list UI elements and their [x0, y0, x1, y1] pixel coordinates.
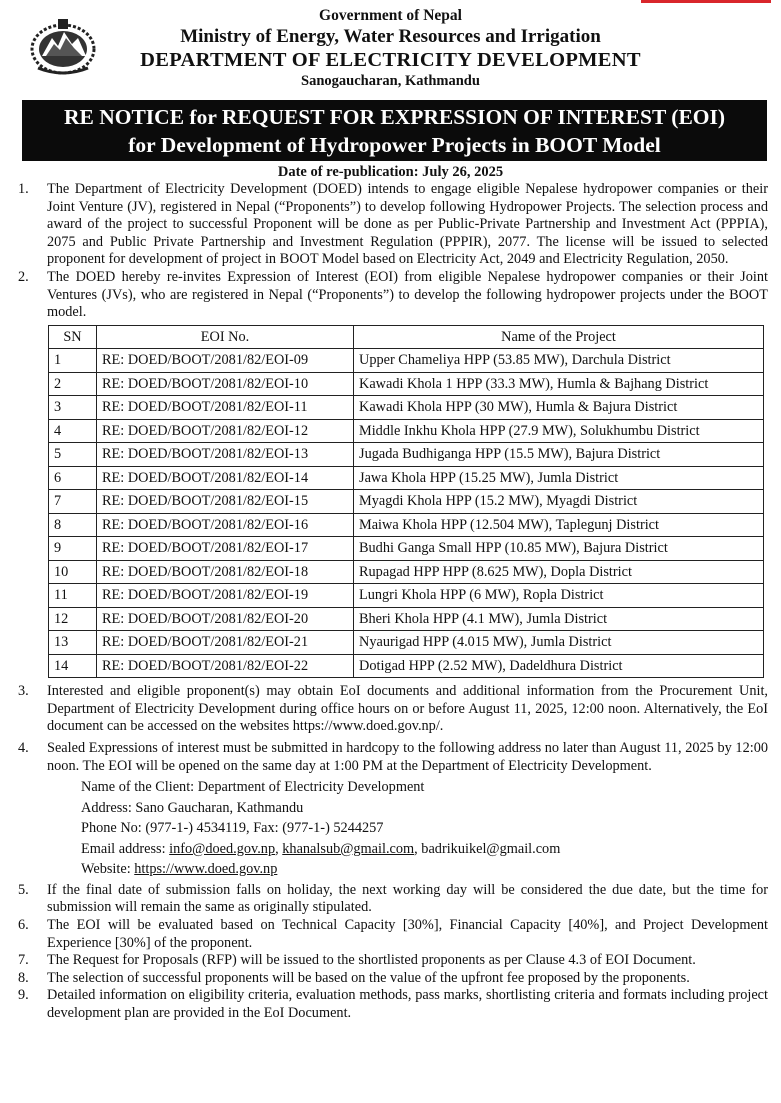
cell-sn: 12 [49, 607, 97, 631]
cell-project-name: Upper Chameliya HPP (53.85 MW), Darchula District [354, 349, 764, 373]
email-separator: , [275, 840, 283, 857]
paragraph-number: 2. [18, 268, 29, 285]
cell-eoi-no: RE: DOED/BOOT/2081/82/EOI-16 [97, 513, 354, 537]
cell-eoi-no: RE: DOED/BOOT/2081/82/EOI-09 [97, 349, 354, 373]
paragraph-text: The selection of successful proponents will be based on the value of the upfront fee proposed by the proponents. [47, 969, 690, 986]
table-row [49, 513, 764, 537]
email-badrikuikel: , badrikuikel@gmail.com [414, 840, 561, 857]
cell-sn: 9 [49, 537, 97, 561]
cell-project-name: Nyaurigad HPP (4.015 MW), Jumla District [354, 631, 764, 655]
client-address: Address: Sano Gaucharan, Kathmandu [81, 799, 304, 816]
website-link[interactable]: https://www.doed.gov.np [134, 861, 278, 878]
department-title: DEPARTMENT OF ELECTRICITY DEVELOPMENT [140, 49, 641, 71]
paragraph-text: If the final date of submission falls on holiday, the next working day will be considered the due date, but the time for submission will remain the same as originally stipulated. [47, 881, 768, 916]
cell-project-name: Bheri Khola HPP (4.1 MW), Jumla District [354, 607, 764, 631]
paragraph-6 [0, 917, 781, 952]
cell-eoi-no: RE: DOED/BOOT/2081/82/EOI-21 [97, 631, 354, 655]
website-label: Website: [81, 861, 135, 878]
cell-eoi-no: RE: DOED/BOOT/2081/82/EOI-11 [97, 396, 354, 420]
cell-project-name: Middle Inkhu Khola HPP (27.9 MW), Solukhumbu District [354, 419, 764, 443]
cell-eoi-no: RE: DOED/BOOT/2081/82/EOI-12 [97, 419, 354, 443]
table-row [49, 396, 764, 420]
paragraph-4 [0, 740, 781, 775]
paragraph-number: 8. [18, 969, 29, 986]
table-header-row [49, 325, 764, 349]
paragraph-5 [0, 882, 781, 917]
cell-project-name: Budhi Ganga Small HPP (10.85 MW), Bajura District [354, 537, 764, 561]
paragraph-number: 5. [18, 881, 29, 898]
cell-sn: 1 [49, 349, 97, 373]
paragraph-text: The Department of Electricity Development (DOED) intends to engage eligible Nepalese hydropower companies or their Joint Venture (JV), registered in Nepal (“Proponents”) to develop following Hydropower Projects. The selection process and award of the project to successful Proponent will be done as per Public-Private Partnership and Investment Act (PPPIA), 2075 and Public Private Partnership and Investment Regulation (PPPIR), 2077. The license will be issued to selected proponent for development of project in BOOT Model based on Electricity Act, 2049 and Electricity Regulation, 2050. [47, 181, 768, 268]
paragraph-3 [0, 683, 781, 736]
cell-sn: 3 [49, 396, 97, 420]
paragraph-number: 6. [18, 916, 29, 933]
paragraph-7 [0, 952, 781, 970]
cell-project-name: Kawadi Khola HPP (30 MW), Humla & Bajura District [354, 396, 764, 420]
email-link-khanalsub[interactable]: khanalsub@gmail.com [282, 840, 415, 857]
notice-banner [22, 100, 767, 161]
client-name: Name of the Client: Department of Electricity Development [81, 779, 425, 796]
cell-project-name: Jugada Budhiganga HPP (15.5 MW), Bajura District [354, 443, 764, 467]
paragraph-number: 7. [18, 952, 29, 969]
eoi-table [48, 325, 764, 679]
department-location: Sanogaucharan, Kathmandu [301, 73, 480, 89]
paragraph-text: Interested and eligible proponent(s) may obtain EoI documents and additional information from the Procurement Unit, Department of Electricity Development during office hours on or before August 11, 2025, 12:00 noon. Alternatively, the EoI document can be accessed on the websites https://www.doed.gov.np/. [47, 683, 768, 735]
cell-eoi-no: RE: DOED/BOOT/2081/82/EOI-17 [97, 537, 354, 561]
cell-eoi-no: RE: DOED/BOOT/2081/82/EOI-19 [97, 584, 354, 608]
table-row [49, 443, 764, 467]
cell-project-name: Dotigad HPP (2.52 MW), Dadeldhura District [354, 654, 764, 678]
paragraph-text: The Request for Proposals (RFP) will be issued to the shortlisted proponents as per Clause 4.3 of EOI Document. [47, 952, 696, 969]
table-row [49, 537, 764, 561]
table-row [49, 490, 764, 514]
email-link-info[interactable]: info@doed.gov.np [169, 840, 276, 857]
government-title: Government of Nepal [319, 7, 462, 24]
email-label: Email address: [81, 840, 170, 857]
cell-sn: 6 [49, 466, 97, 490]
banner-line-1: RE NOTICE for REQUEST FOR EXPRESSION OF INTEREST (EOI) [63, 105, 726, 129]
table-row [49, 466, 764, 490]
cell-eoi-no: RE: DOED/BOOT/2081/82/EOI-20 [97, 607, 354, 631]
contact-block [0, 777, 781, 880]
cell-sn: 4 [49, 419, 97, 443]
table-row [49, 349, 764, 373]
client-email [81, 839, 781, 860]
cell-sn: 2 [49, 372, 97, 396]
cell-project-name: Jawa Khola HPP (15.25 MW), Jumla District [354, 466, 764, 490]
client-website [81, 859, 781, 880]
paragraph-number: 4. [18, 740, 29, 757]
cell-sn: 10 [49, 560, 97, 584]
cell-eoi-no: RE: DOED/BOOT/2081/82/EOI-13 [97, 443, 354, 467]
cell-sn: 8 [49, 513, 97, 537]
cell-eoi-no: RE: DOED/BOOT/2081/82/EOI-15 [97, 490, 354, 514]
cell-project-name: Myagdi Khola HPP (15.2 MW), Myagdi District [354, 490, 764, 514]
table-row [49, 584, 764, 608]
paragraph-1 [0, 181, 781, 269]
cell-eoi-no: RE: DOED/BOOT/2081/82/EOI-22 [97, 654, 354, 678]
cell-project-name: Lungri Khola HPP (6 MW), Ropla District [354, 584, 764, 608]
paragraph-text: The DOED hereby re-invites Expression of Interest (EOI) from eligible Nepalese hydropower companies or their Joint Ventures (JVs), who are registered in Nepal (“Proponents”) to develop the following hydropower projects under the BOOT model. [47, 268, 768, 321]
notice-header [0, 6, 781, 90]
paragraph-number: 1. [18, 181, 29, 197]
paragraph-text: Sealed Expressions of interest must be submitted in hardcopy to the following address no later than August 11, 2025 by 12:00 noon. The EOI will be opened on the same day at 1:00 PM at the Department of Electricity Development. [47, 740, 768, 774]
header-project-name: Name of the Project [354, 325, 764, 349]
table-row [49, 560, 764, 584]
paragraph-9 [0, 987, 781, 1022]
cell-project-name: Kawadi Khola 1 HPP (33.3 MW), Humla & Bajhang District [354, 372, 764, 396]
ministry-title: Ministry of Energy, Water Resources and Irrigation [180, 26, 601, 47]
notice-body [0, 181, 781, 1022]
table-row [49, 419, 764, 443]
cell-sn: 14 [49, 654, 97, 678]
cell-eoi-no: RE: DOED/BOOT/2081/82/EOI-10 [97, 372, 354, 396]
table-row [49, 654, 764, 678]
client-phone: Phone No: (977-1-) 4534119, Fax: (977-1-) 5244257 [81, 820, 384, 837]
cell-sn: 13 [49, 631, 97, 655]
paragraph-text: Detailed information on eligibility criteria, evaluation methods, pass marks, shortlisting criteria and formats including project development plan are provided in the EoI Document. [47, 987, 768, 1021]
cell-project-name: Rupagad HPP HPP (8.625 MW), Dopla District [354, 560, 764, 584]
cell-project-name: Maiwa Khola HPP (12.504 MW), Taplegunj District [354, 513, 764, 537]
paragraph-2 [0, 269, 781, 322]
paragraph-8 [0, 970, 781, 988]
cell-eoi-no: RE: DOED/BOOT/2081/82/EOI-14 [97, 466, 354, 490]
republication-date: Date of re-publication: July 26, 2025 [277, 164, 504, 180]
table-row [49, 631, 764, 655]
paragraph-text: The EOI will be evaluated based on Technical Capacity [30%], Financial Capacity [40%], and Project Development Experience [30%] of the proponent. [47, 916, 768, 951]
header-eoi-no: EOI No. [97, 325, 354, 349]
table-row [49, 372, 764, 396]
cell-sn: 7 [49, 490, 97, 514]
paragraph-number: 9. [18, 987, 29, 1004]
paragraph-number: 3. [18, 683, 29, 700]
cell-eoi-no: RE: DOED/BOOT/2081/82/EOI-18 [97, 560, 354, 584]
cell-sn: 11 [49, 584, 97, 608]
cell-sn: 5 [49, 443, 97, 467]
banner-line-2: for Development of Hydropower Projects in BOOT Model [128, 133, 661, 157]
header-sn: SN [49, 325, 97, 349]
top-red-line [641, 0, 771, 3]
table-row [49, 607, 764, 631]
